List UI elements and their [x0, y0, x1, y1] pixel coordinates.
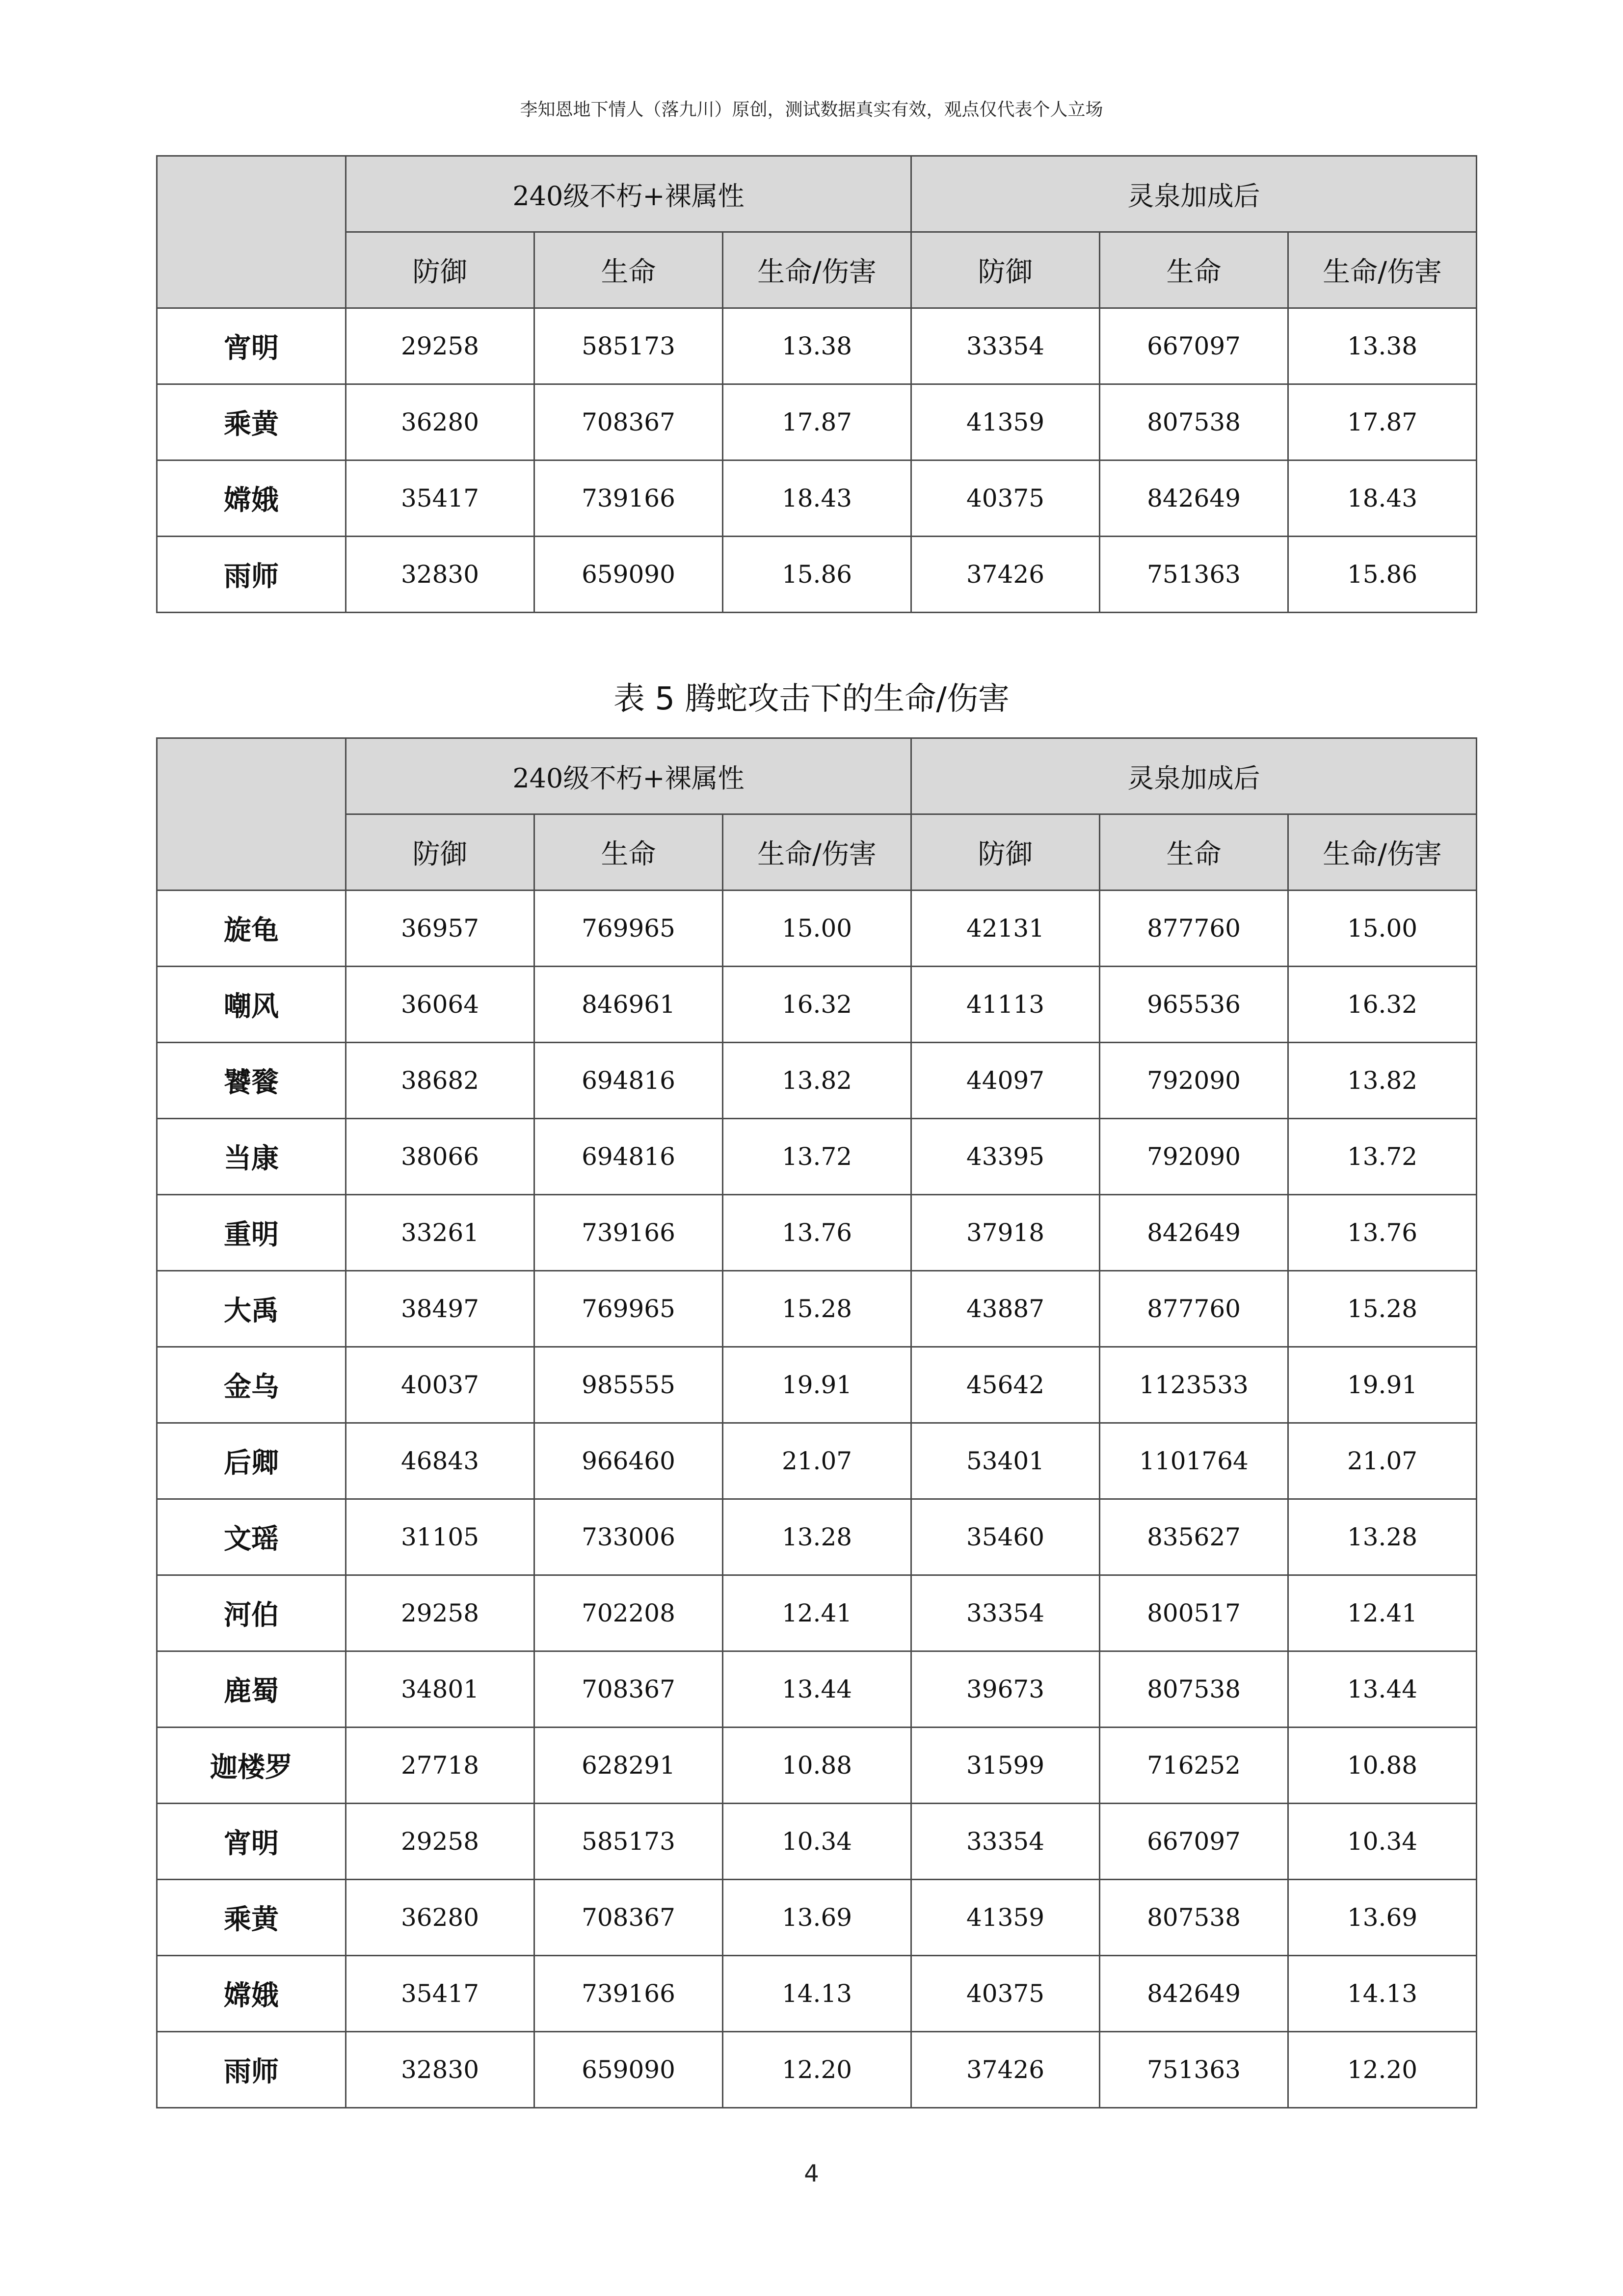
data-cell: 29258	[346, 1575, 534, 1651]
data-cell: 1123533	[1100, 1347, 1288, 1423]
column-header: 防御	[346, 814, 534, 891]
data-cell: 37918	[911, 1195, 1100, 1271]
data-cell: 877760	[1100, 1271, 1288, 1347]
data-cell: 966460	[534, 1423, 723, 1499]
data-cell: 37426	[911, 2032, 1100, 2108]
data-cell: 792090	[1100, 1119, 1288, 1195]
data-cell: 33354	[911, 1804, 1100, 1880]
data-cell: 35417	[346, 460, 534, 537]
column-header: 生命	[534, 814, 723, 891]
group-header-base: 240级不朽+裸属性	[346, 156, 911, 232]
table-row	[157, 308, 1477, 384]
data-cell: 40375	[911, 1956, 1100, 2032]
data-cell: 44097	[911, 1043, 1100, 1119]
table-row	[157, 1347, 1477, 1423]
column-header: 防御	[911, 814, 1100, 891]
data-cell: 38066	[346, 1119, 534, 1195]
data-cell: 667097	[1100, 1804, 1288, 1880]
data-cell: 800517	[1100, 1575, 1288, 1651]
data-cell: 13.69	[723, 1880, 911, 1956]
row-name-cell: 河伯	[157, 1575, 346, 1651]
data-cell: 10.88	[1288, 1728, 1477, 1804]
table-5-body	[157, 891, 1477, 2108]
row-name-cell: 嫦娥	[157, 1956, 346, 2032]
column-header: 生命/伤害	[1288, 814, 1477, 891]
data-cell: 16.32	[723, 967, 911, 1043]
data-cell: 12.20	[723, 2032, 911, 2108]
table-row	[157, 460, 1477, 537]
data-cell: 751363	[1100, 2032, 1288, 2108]
table-row	[157, 1651, 1477, 1728]
row-name-cell: 当康	[157, 1119, 346, 1195]
data-cell: 43887	[911, 1271, 1100, 1347]
data-cell: 835627	[1100, 1499, 1288, 1575]
data-cell: 18.43	[1288, 460, 1477, 537]
table-row	[157, 1271, 1477, 1347]
data-cell: 667097	[1100, 308, 1288, 384]
row-name-cell: 文瑶	[157, 1499, 346, 1575]
data-cell: 15.28	[723, 1271, 911, 1347]
data-cell: 585173	[534, 1804, 723, 1880]
row-name-cell: 雨师	[157, 537, 346, 613]
data-cell: 42131	[911, 891, 1100, 967]
data-cell: 628291	[534, 1728, 723, 1804]
data-cell: 708367	[534, 384, 723, 460]
data-cell: 842649	[1100, 1956, 1288, 2032]
data-cell: 12.41	[723, 1575, 911, 1651]
data-cell: 45642	[911, 1347, 1100, 1423]
data-cell: 32830	[346, 537, 534, 613]
data-cell: 15.86	[1288, 537, 1477, 613]
data-cell: 27718	[346, 1728, 534, 1804]
data-cell: 43395	[911, 1119, 1100, 1195]
data-cell: 739166	[534, 1956, 723, 2032]
data-cell: 739166	[534, 460, 723, 537]
column-header: 生命	[534, 232, 723, 308]
data-cell: 41359	[911, 1880, 1100, 1956]
data-cell: 33354	[911, 308, 1100, 384]
data-cell: 769965	[534, 891, 723, 967]
table-row	[157, 1119, 1477, 1195]
data-cell: 842649	[1100, 1195, 1288, 1271]
table-row	[157, 1728, 1477, 1804]
data-cell: 13.76	[723, 1195, 911, 1271]
row-name-cell: 饕餮	[157, 1043, 346, 1119]
row-name-cell: 嘲风	[157, 967, 346, 1043]
table-row	[157, 1499, 1477, 1575]
table-row	[157, 967, 1477, 1043]
data-cell: 10.88	[723, 1728, 911, 1804]
group-header-base: 240级不朽+裸属性	[346, 738, 911, 814]
data-cell: 19.91	[1288, 1347, 1477, 1423]
data-cell: 807538	[1100, 384, 1288, 460]
row-name-cell: 鹿蜀	[157, 1651, 346, 1728]
data-cell: 708367	[534, 1651, 723, 1728]
data-cell: 46843	[346, 1423, 534, 1499]
data-cell: 716252	[1100, 1728, 1288, 1804]
data-cell: 12.20	[1288, 2032, 1477, 2108]
row-name-cell: 乘黄	[157, 384, 346, 460]
data-cell: 694816	[534, 1043, 723, 1119]
data-cell: 16.32	[1288, 967, 1477, 1043]
table-row	[157, 1195, 1477, 1271]
data-cell: 17.87	[1288, 384, 1477, 460]
data-cell: 32830	[346, 2032, 534, 2108]
table-row	[157, 1804, 1477, 1880]
data-cell: 36280	[346, 384, 534, 460]
data-cell: 41359	[911, 384, 1100, 460]
data-cell: 38682	[346, 1043, 534, 1119]
data-cell: 33354	[911, 1575, 1100, 1651]
data-cell: 585173	[534, 308, 723, 384]
row-name-cell: 宵明	[157, 308, 346, 384]
column-header: 生命/伤害	[723, 814, 911, 891]
data-cell: 13.82	[723, 1043, 911, 1119]
row-name-cell: 雨师	[157, 2032, 346, 2108]
data-cell: 13.72	[723, 1119, 911, 1195]
data-cell: 18.43	[723, 460, 911, 537]
table-5	[156, 737, 1477, 2108]
data-cell: 38497	[346, 1271, 534, 1347]
column-header: 生命/伤害	[723, 232, 911, 308]
data-cell: 31599	[911, 1728, 1100, 1804]
data-cell: 13.44	[723, 1651, 911, 1728]
table-4-body	[157, 308, 1477, 613]
data-cell: 1101764	[1100, 1423, 1288, 1499]
data-cell: 13.38	[723, 308, 911, 384]
data-cell: 13.44	[1288, 1651, 1477, 1728]
table-row	[157, 537, 1477, 613]
row-name-cell: 嫦娥	[157, 460, 346, 537]
data-cell: 36957	[346, 891, 534, 967]
data-cell: 36280	[346, 1880, 534, 1956]
data-cell: 14.13	[723, 1956, 911, 2032]
data-cell: 13.76	[1288, 1195, 1477, 1271]
data-cell: 965536	[1100, 967, 1288, 1043]
row-name-cell: 乘黄	[157, 1880, 346, 1956]
row-name-cell: 旋龟	[157, 891, 346, 967]
row-name-cell: 迦楼罗	[157, 1728, 346, 1804]
data-cell: 17.87	[723, 384, 911, 460]
corner-header-cell	[157, 738, 346, 891]
data-cell: 985555	[534, 1347, 723, 1423]
data-cell: 877760	[1100, 891, 1288, 967]
table-row	[157, 2032, 1477, 2108]
data-cell: 31105	[346, 1499, 534, 1575]
row-name-cell: 宵明	[157, 1804, 346, 1880]
data-cell: 694816	[534, 1119, 723, 1195]
column-header: 生命	[1100, 232, 1288, 308]
data-cell: 659090	[534, 2032, 723, 2108]
data-cell: 13.72	[1288, 1119, 1477, 1195]
data-cell: 10.34	[1288, 1804, 1477, 1880]
data-cell: 769965	[534, 1271, 723, 1347]
group-header-boosted: 灵泉加成后	[911, 738, 1477, 814]
table-row	[157, 1423, 1477, 1499]
data-cell: 807538	[1100, 1651, 1288, 1728]
data-cell: 21.07	[1288, 1423, 1477, 1499]
row-name-cell: 后卿	[157, 1423, 346, 1499]
data-cell: 37426	[911, 537, 1100, 613]
data-cell: 15.28	[1288, 1271, 1477, 1347]
page-header-note: 李知恩地下情人（落九川）原创，测试数据真实有效，观点仅代表个人立场	[520, 100, 1103, 120]
data-cell: 35417	[346, 1956, 534, 2032]
column-header: 防御	[346, 232, 534, 308]
data-cell: 53401	[911, 1423, 1100, 1499]
group-header-boosted: 灵泉加成后	[911, 156, 1477, 232]
column-header: 生命/伤害	[1288, 232, 1477, 308]
data-cell: 15.00	[1288, 891, 1477, 967]
data-cell: 733006	[534, 1499, 723, 1575]
data-cell: 19.91	[723, 1347, 911, 1423]
table-row	[157, 1880, 1477, 1956]
data-cell: 13.28	[723, 1499, 911, 1575]
data-cell: 21.07	[723, 1423, 911, 1499]
data-cell: 792090	[1100, 1043, 1288, 1119]
data-cell: 36064	[346, 967, 534, 1043]
data-cell: 659090	[534, 537, 723, 613]
data-cell: 12.41	[1288, 1575, 1477, 1651]
data-cell: 10.34	[723, 1804, 911, 1880]
data-cell: 33261	[346, 1195, 534, 1271]
data-cell: 14.13	[1288, 1956, 1477, 2032]
table-row	[157, 1043, 1477, 1119]
data-cell: 29258	[346, 1804, 534, 1880]
data-cell: 40037	[346, 1347, 534, 1423]
data-cell: 15.00	[723, 891, 911, 967]
table-row	[157, 1956, 1477, 2032]
data-cell: 34801	[346, 1651, 534, 1728]
data-cell: 807538	[1100, 1880, 1288, 1956]
column-header: 生命	[1100, 814, 1288, 891]
data-cell: 13.28	[1288, 1499, 1477, 1575]
row-name-cell: 重明	[157, 1195, 346, 1271]
data-cell: 846961	[534, 967, 723, 1043]
data-cell: 708367	[534, 1880, 723, 1956]
table-5-caption: 表 5 腾蛇攻击下的生命/伤害	[613, 681, 1010, 717]
data-cell: 739166	[534, 1195, 723, 1271]
column-header: 防御	[911, 232, 1100, 308]
data-cell: 41113	[911, 967, 1100, 1043]
corner-header-cell	[157, 156, 346, 308]
data-cell: 40375	[911, 460, 1100, 537]
row-name-cell: 金乌	[157, 1347, 346, 1423]
data-cell: 13.82	[1288, 1043, 1477, 1119]
page-number: 4	[804, 2160, 819, 2188]
table-4-continued	[156, 155, 1477, 613]
data-cell: 842649	[1100, 460, 1288, 537]
data-cell: 13.69	[1288, 1880, 1477, 1956]
data-cell: 15.86	[723, 537, 911, 613]
row-name-cell: 大禹	[157, 1271, 346, 1347]
table-row	[157, 384, 1477, 460]
data-cell: 35460	[911, 1499, 1100, 1575]
data-cell: 29258	[346, 308, 534, 384]
table-row	[157, 891, 1477, 967]
data-cell: 751363	[1100, 537, 1288, 613]
data-cell: 13.38	[1288, 308, 1477, 384]
table-row	[157, 1575, 1477, 1651]
data-cell: 39673	[911, 1651, 1100, 1728]
data-cell: 702208	[534, 1575, 723, 1651]
